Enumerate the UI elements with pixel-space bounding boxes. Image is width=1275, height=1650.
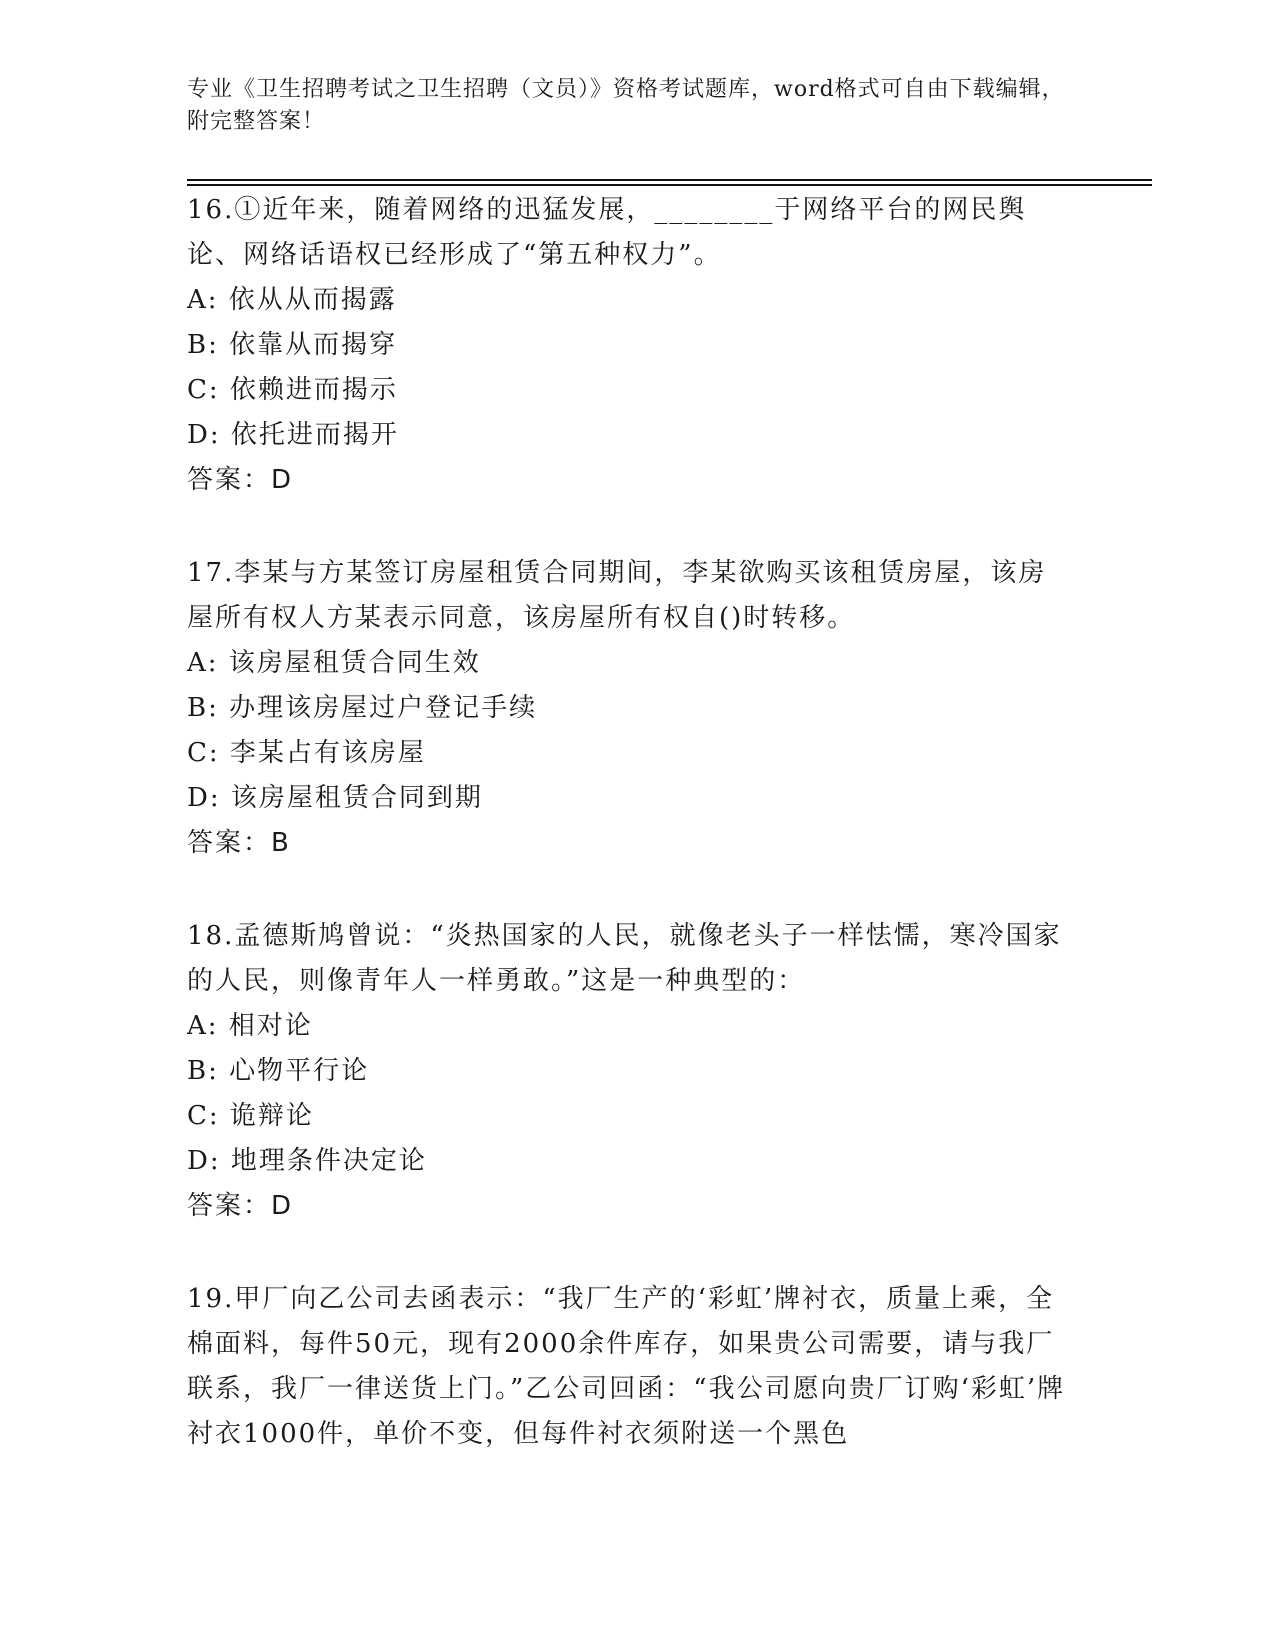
question-stem: 18.孟德斯鸠曾说：“炎热国家的人民，就像老头子一样怯懦，寒冷国家的人民，则像青年人一样勇敢。”这是一种典型的： [187, 921, 1062, 996]
option-d: D: 地理条件决定论 [187, 1146, 427, 1176]
option-d: D: 该房屋租赁合同到期 [187, 783, 483, 813]
option-c: C: 依赖进而揭示 [187, 375, 398, 405]
answer: 答案：B [187, 828, 291, 858]
header-divider-top [187, 179, 1152, 181]
answer: 答案：D [187, 465, 294, 495]
option-a: A: 该房屋租赁合同生效 [187, 648, 481, 678]
question-stem: 17.李某与方某签订房屋租赁合同期间，李某欲购买该租赁房屋，该房屋所有权人方某表示同意，该房屋所有权自()时转移。 [187, 558, 1047, 633]
option-b: B: 办理该房屋过户登记手续 [187, 693, 538, 723]
answer: 答案：D [187, 1191, 294, 1221]
question-stem: 19.甲厂向乙公司去函表示：“我厂生产的‘彩虹’牌衬衣，质量上乘，全棉面料，每件50元，现有2000余件库存，如果贵公司需要，请与我厂联系，我厂一律送货上门。”乙公司回函：“我公司愿向贵厂订购‘彩虹’牌衬衣1000件，单价不变，但每件衬衣须附送一个黑色 [187, 1284, 1066, 1449]
question-19 [187, 1277, 1067, 1457]
option-c: C: 诡辩论 [187, 1101, 314, 1131]
option-b: B: 心物平行论 [187, 1056, 370, 1086]
option-d: D: 依托进而揭开 [187, 420, 399, 450]
option-c: C: 李某占有该房屋 [187, 738, 426, 768]
question-16 [187, 188, 1067, 503]
question-17 [187, 551, 1067, 866]
option-b: B: 依靠从而揭穿 [187, 330, 398, 360]
option-a: A: 相对论 [187, 1011, 313, 1041]
document-header: 专业《卫生招聘考试之卫生招聘（文员）》资格考试题库，word格式可自由下载编辑，附完整答案！ [187, 77, 1065, 134]
header-divider-bottom [187, 184, 1152, 186]
option-a: A: 依从从而揭露 [187, 285, 397, 315]
question-18 [187, 914, 1067, 1229]
question-stem: 16.①近年来，随着网络的迅猛发展，________于网络平台的网民舆论、网络话语权已经形成了“第五种权力”。 [187, 195, 1027, 270]
